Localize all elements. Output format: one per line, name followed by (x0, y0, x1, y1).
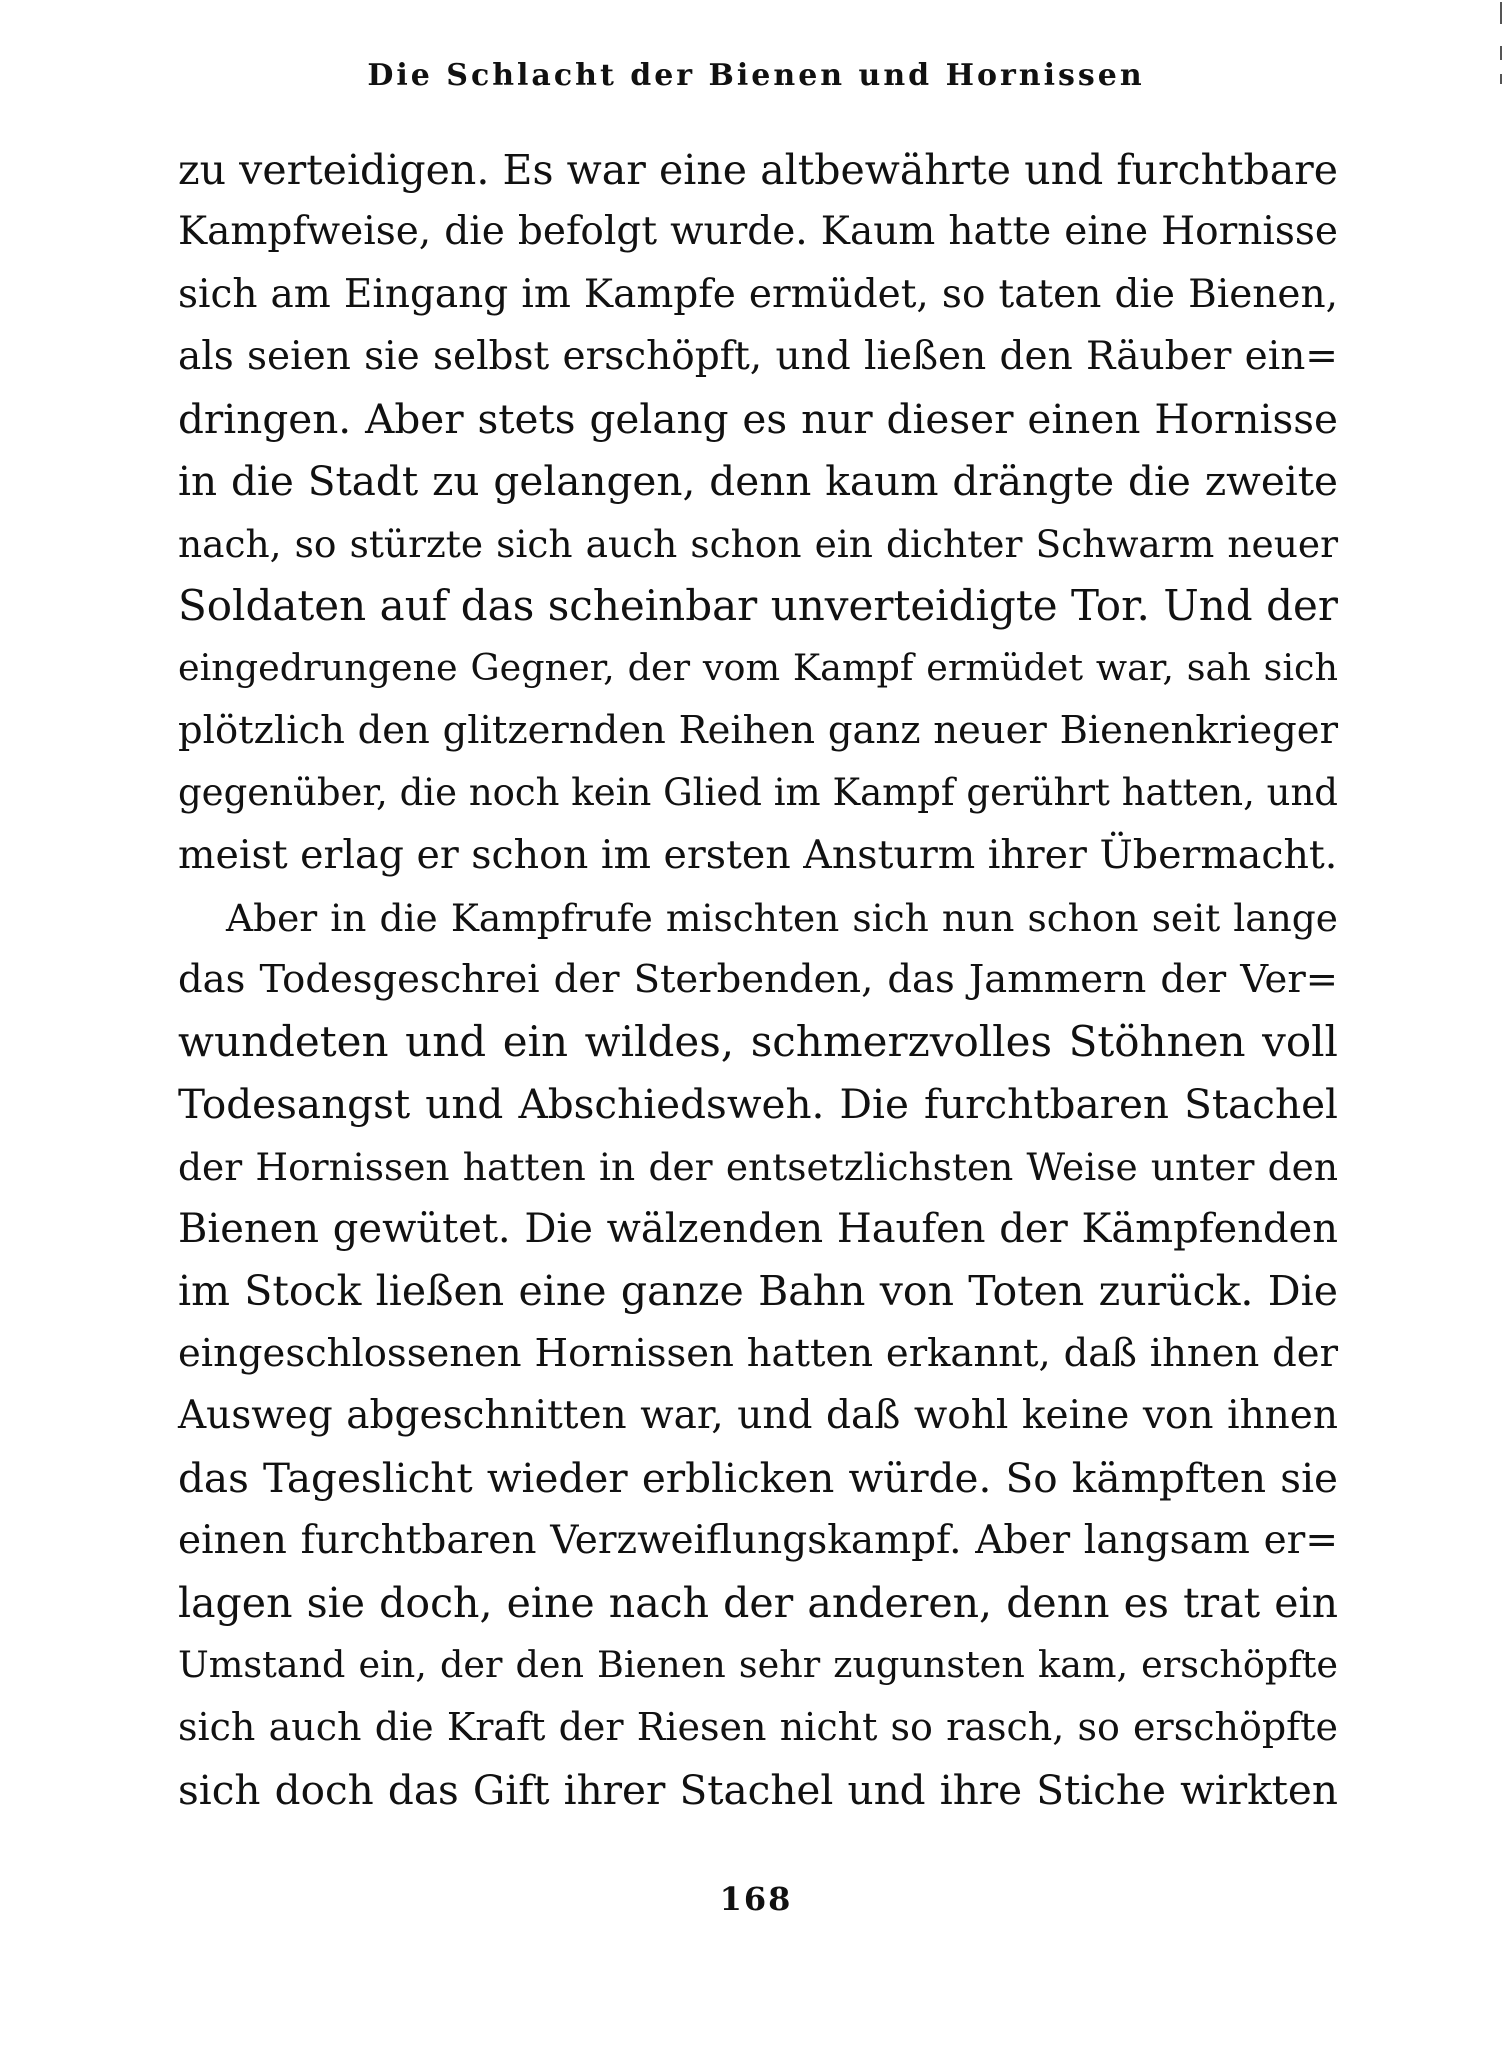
text-line: dringen. Aber stets gelang es nur dieser einen Hornisse (178, 395, 1338, 444)
text-line: im Stock ließen eine ganze Bahn von Toten zurück. Die (178, 1267, 1338, 1316)
text-line: Aber in die Kampfrufe mischten sich nun schon seit lange (226, 895, 1338, 940)
text-line: Kampfweise, die befolgt wurde. Kaum hatte eine Hornisse (178, 209, 1338, 255)
paragraph-1 (178, 139, 1338, 887)
text-line: sich am Eingang im Kampfe ermüdet, so taten die Bienen, (178, 271, 1338, 317)
text-line: Ausweg abgeschnitten war, und daß wohl keine von ihnen (178, 1392, 1338, 1438)
text-line: eingeschlossenen Hornissen hatten erkannt, daß ihnen der (178, 1330, 1338, 1376)
text-line: Umstand ein, der den Bienen sehr zugunsten kam, erschöpfte (178, 1643, 1338, 1687)
text-line: in die Stadt zu gelangen, denn kaum drängte die zweite (178, 457, 1338, 506)
text-line: gegenüber, die noch kein Glied im Kampf gerührt hatten, und (178, 770, 1338, 814)
text-line: nach, so stürzte sich auch schon ein dichter Schwarm neuer (178, 521, 1338, 566)
text-line: sich doch das Gift ihrer Stachel und ihre Stiche wirkten (178, 1765, 1338, 1814)
text-line: sich auch die Kraft der Riesen nicht so rasch, so erschöpfte (178, 1705, 1338, 1750)
text-line: Soldaten auf das scheinbar unverteidigte Tor. Und der (178, 581, 1338, 631)
running-head: Die Schlacht der Bienen und Hornissen (367, 58, 1145, 93)
page-number: 168 (719, 1880, 793, 1918)
text-line: der Hornissen hatten in der entsetzlichsten Weise unter den (178, 1144, 1338, 1189)
text-line: meist erlag er schon im ersten Ansturm ihrer Übermacht. (178, 832, 1338, 879)
text-line: lagen sie doch, eine nach der anderen, denn es trat ein (178, 1578, 1338, 1627)
text-line: als seien sie selbst erschöpft, und ließen den Räuber ein= (178, 333, 1338, 379)
text-line: einen furchtbaren Verzweiflungskampf. Aber langsam er= (178, 1517, 1338, 1563)
text-line: das Todesgeschrei der Sterbenden, das Jammern der Ver= (178, 956, 1338, 1002)
paragraph-2 (178, 887, 1338, 1821)
text-line: eingedrungene Gegner, der vom Kampf ermüdet war, sah sich (178, 646, 1338, 690)
scan-edge-mark (1500, 2, 1502, 24)
body-text (178, 139, 1338, 1821)
text-line: wundeten und ein wildes, schmerzvolles Stöhnen voll (178, 1017, 1338, 1067)
text-line: Bienen gewütet. Die wälzenden Haufen der Kämpfenden (178, 1206, 1338, 1253)
text-line: Todesangst und Abschiedsweh. Die furchtbaren Stachel (178, 1080, 1338, 1129)
text-line: zu verteidigen. Es war eine altbewährte und furchtbare (178, 146, 1338, 194)
text-line: plötzlich den glitzernden Reihen ganz neuer Bienenkrieger (178, 707, 1338, 753)
text-line: das Tageslicht wieder erblicken würde. So kämpften sie (178, 1454, 1338, 1503)
